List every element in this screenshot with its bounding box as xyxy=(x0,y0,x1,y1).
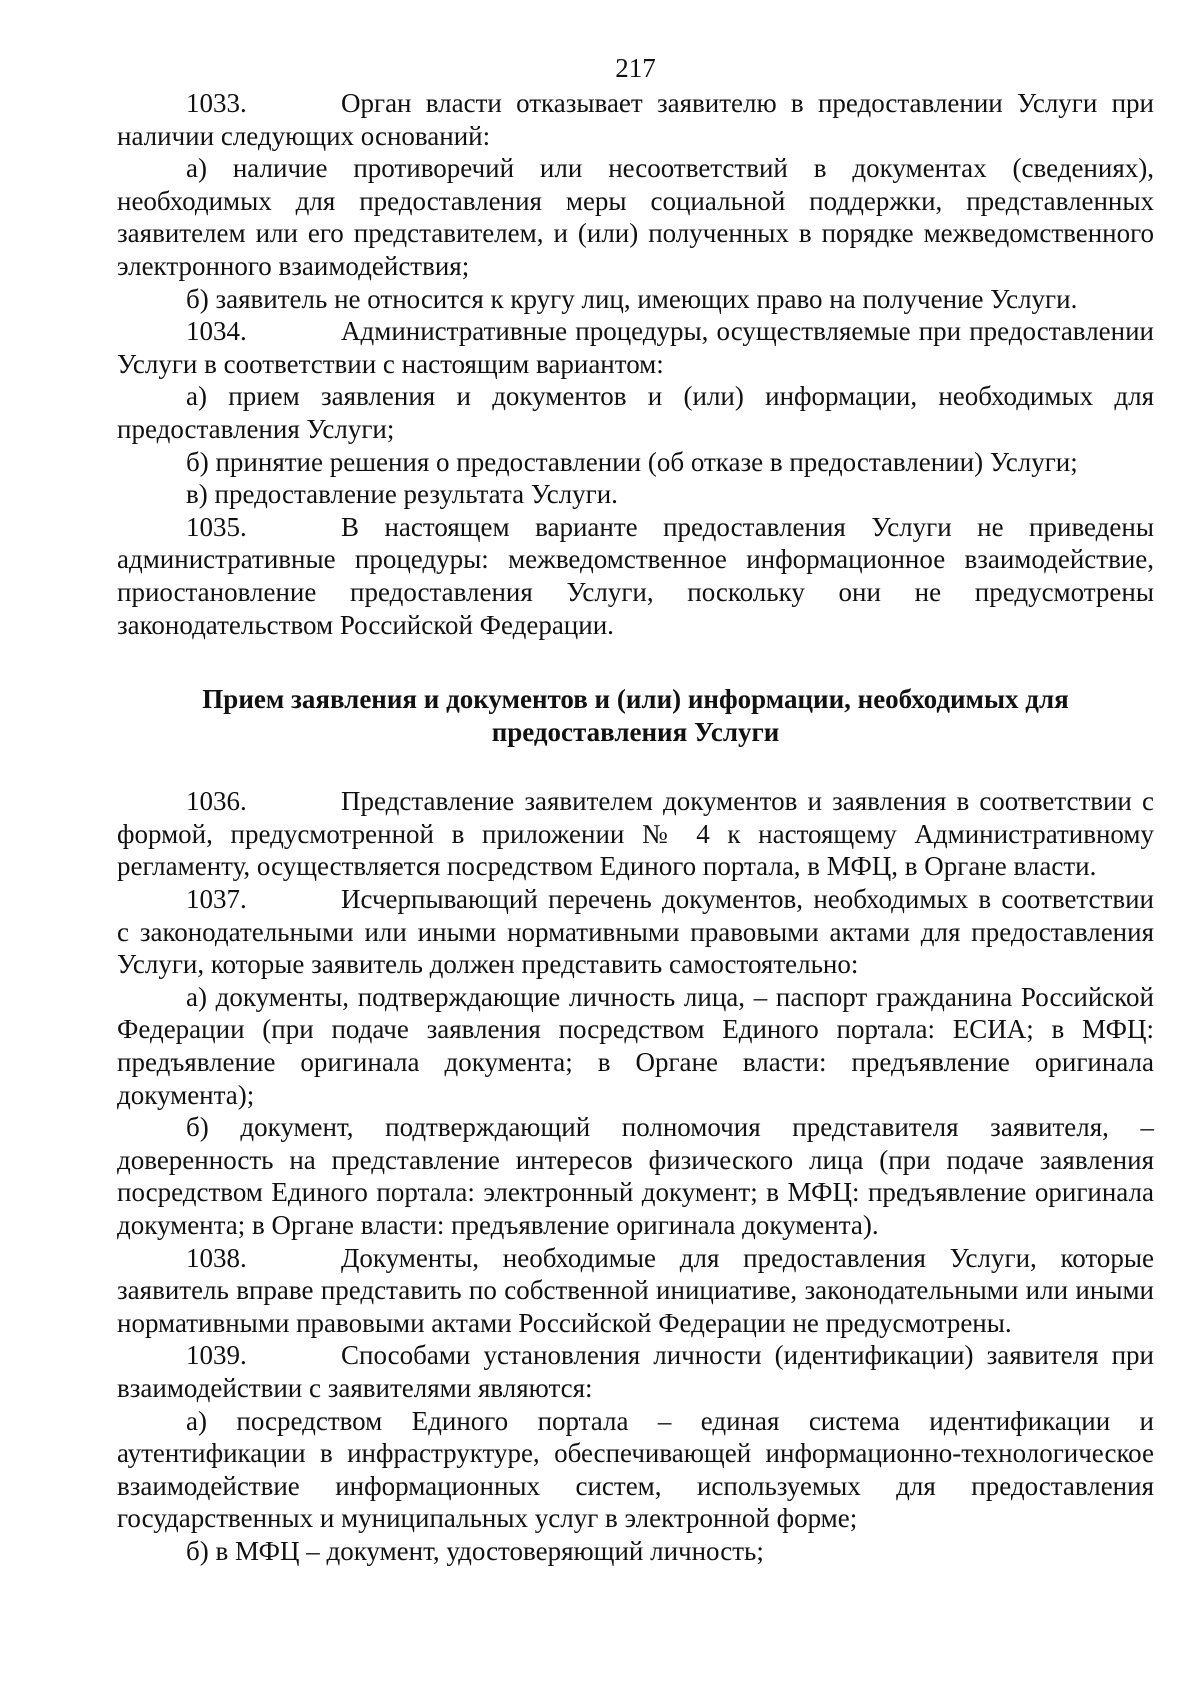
paragraph-1035 xyxy=(117,511,1154,641)
list-item-1033-a xyxy=(117,152,1154,282)
paragraph-number: 1033. xyxy=(186,88,247,118)
section-heading-line-1: Прием заявления и документов и (или) информации, необходимых для xyxy=(202,684,1069,715)
list-item-1037-b xyxy=(117,1111,1154,1241)
paragraph-text: а) документы, подтверждающие личность лица, – паспорт гражданина Российской Федерации (при подаче заявления посредством Единого портала: ЕСИА; в МФЦ: предъявление оригинала документа; в Органе власти: предъявление оригинала документа); xyxy=(117,981,1154,1110)
paragraph-text: Административные процедуры, осуществляемые при предоставлении Услуги в соответствии с настоящим вариантом: xyxy=(117,316,1154,379)
paragraph-number: 1035. xyxy=(186,511,247,542)
paragraph-1037 xyxy=(117,883,1154,981)
paragraph-text: Способами установления личности (идентификации) заявителя при взаимодействии с заявителями являются: xyxy=(117,1340,1154,1403)
paragraph-text: б) заявитель не относится к кругу лиц, имеющих право на получение Услуги. xyxy=(186,283,1078,314)
paragraph-number: 1034. xyxy=(186,316,247,347)
paragraph-text: а) прием заявления и документов и (или) информации, необходимых для предоставления Услуги; xyxy=(117,381,1154,444)
paragraph-number: 1037. xyxy=(186,884,247,915)
paragraph-text: Документы, необходимые для предоставления Услуги, которые заявитель вправе представить по собственной инициативе, законодательными или иными нормативными правовыми актами Российской Федерации не предусмотрены. xyxy=(117,1242,1154,1338)
list-item-1034-c xyxy=(117,478,1154,511)
paragraph-text: а) наличие противоречий или несоответствий в документах (сведениях), необходимых для предоставления меры социальной поддержки, представленных заявителем или его представителем, и (или) полученных в порядке межведомственного электронного взаимодействия; xyxy=(117,153,1154,281)
paragraph-1033 xyxy=(117,87,1154,152)
paragraph-text: а) посредством Единого портала – единая система идентификации и аутентификации в инфраструктуре, обеспечивающей информационно-технологическое взаимодействие информационных систем, используемых для предоставления государственных и муниципальных услуг в электронной форме; xyxy=(117,1405,1154,1534)
paragraph-text: Орган власти отказывает заявителю в предоставлении Услуги при наличии следующих оснований: xyxy=(117,88,1154,151)
document-page xyxy=(117,50,1154,1568)
page-number: 217 xyxy=(615,53,656,83)
list-item-1037-a xyxy=(117,981,1154,1111)
section-heading xyxy=(117,683,1154,748)
paragraph-text: в) предоставление результата Услуги. xyxy=(186,479,618,510)
paragraph-text: б) документ, подтверждающий полномочия представителя заявителя, – доверенность на представление интересов физического лица (при подаче заявления посредством Единого портала: электронный документ; в МФЦ: предъявление оригинала документа; в Органе власти: предъявление оригинала документа). xyxy=(117,1112,1154,1240)
paragraph-1038 xyxy=(117,1242,1154,1340)
paragraph-text: В настоящем варианте предоставления Услуги не приведены административные процедуры: межведомственное информационное взаимодействие, приостановление предоставления Услуги, поскольку они не предусмотрены законодательством Российской Федерации. xyxy=(117,511,1154,640)
paragraph-1036 xyxy=(117,785,1154,883)
paragraph-text: Исчерпывающий перечень документов, необходимых в соответствии с законодательными или иными нормативными правовыми актами для предоставления Услуги, которые заявитель должен представить самостоятельно: xyxy=(117,884,1154,980)
list-item-1039-b xyxy=(117,1535,1154,1568)
paragraph-text: б) принятие решения о предоставлении (об отказе в предоставлении) Услуги; xyxy=(186,446,1078,477)
paragraph-number: 1038. xyxy=(186,1242,247,1273)
paragraph-1039 xyxy=(117,1339,1154,1404)
paragraph-number: 1039. xyxy=(186,1340,247,1371)
paragraph-1034 xyxy=(117,315,1154,380)
list-item-1034-a xyxy=(117,380,1154,445)
paragraph-text: б) в МФЦ – документ, удостоверяющий личность; xyxy=(186,1535,764,1566)
section-intro xyxy=(117,87,1154,641)
paragraph-text: Представление заявителем документов и заявления в соответствии с формой, предусмотренной в приложении № 4 к настоящему Административному регламенту, осуществляется посредством Единого портала, в МФЦ, в Органе власти. xyxy=(117,786,1154,882)
paragraph-number: 1036. xyxy=(186,786,247,817)
section-heading-line-2: предоставления Услуги xyxy=(491,716,780,747)
list-item-1039-a xyxy=(117,1405,1154,1535)
section-reception xyxy=(117,785,1154,1567)
list-item-1033-b xyxy=(117,283,1154,316)
list-item-1034-b xyxy=(117,446,1154,479)
